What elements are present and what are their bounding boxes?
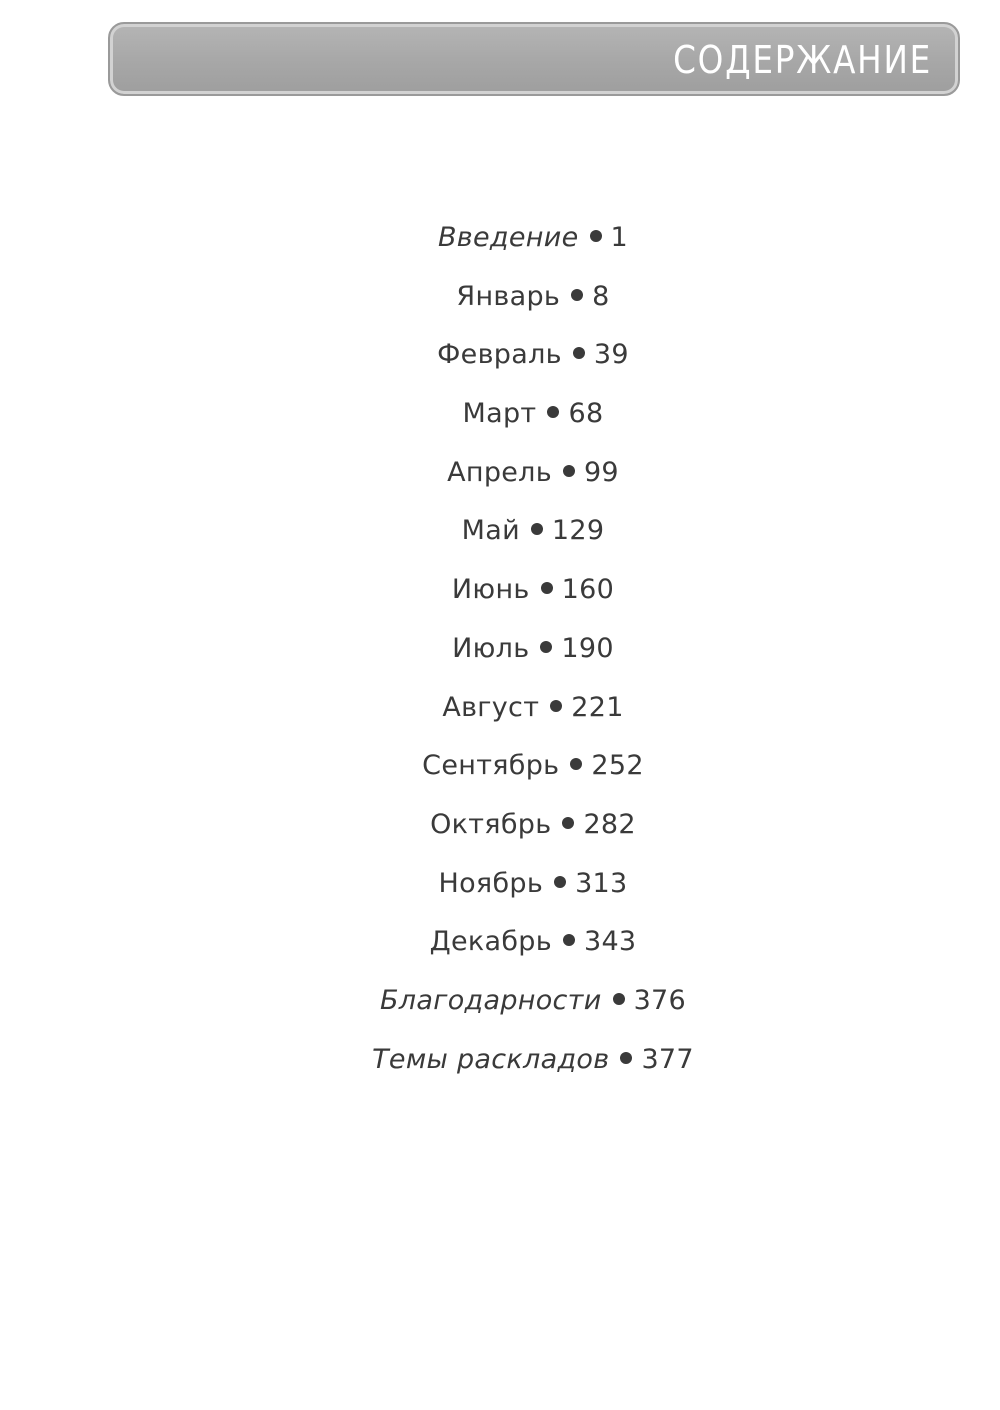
toc-entry-title: Январь (456, 280, 561, 312)
bullet-icon (541, 582, 553, 594)
bullet-icon (563, 934, 575, 946)
bullet-icon (570, 758, 582, 770)
toc-entry[interactable] (0, 277, 1000, 336)
toc-entry[interactable] (0, 511, 1000, 570)
bullet-icon (590, 230, 602, 242)
toc-entry[interactable] (0, 922, 1000, 981)
toc-entry-title: Февраль (437, 339, 562, 371)
toc-entry-title: Сентябрь (422, 750, 560, 782)
toc-entry-page: 99 (583, 456, 619, 488)
toc-entry-page: 313 (575, 867, 628, 899)
toc-entry-page: 343 (583, 926, 637, 958)
bullet-icon (531, 523, 543, 535)
bullet-icon (554, 876, 566, 888)
toc-entry-title: Благодарности (379, 984, 602, 1016)
toc-entry-title: Введение (437, 222, 579, 253)
bullet-icon (540, 641, 552, 653)
toc-entry-page: 221 (571, 691, 624, 723)
toc-entry[interactable] (0, 864, 1000, 923)
bullet-icon (571, 289, 583, 301)
toc-entry-page: 190 (561, 632, 614, 664)
toc-entry-page: 8 (592, 280, 610, 312)
toc-entry-page: 68 (568, 398, 604, 430)
toc-entry-title: Апрель (447, 456, 552, 488)
toc-entry[interactable] (0, 218, 1000, 277)
toc-entry[interactable] (0, 805, 1000, 864)
toc-entry-title: Октябрь (430, 808, 552, 840)
toc-entry[interactable] (0, 453, 1000, 512)
toc-entry-title: Март (462, 398, 537, 430)
toc-entry[interactable] (0, 335, 1000, 394)
toc-entry[interactable] (0, 746, 1000, 805)
toc-entry-title: Ноябрь (438, 867, 544, 899)
toc-entry[interactable] (0, 981, 1000, 1040)
bullet-icon (563, 465, 575, 477)
bullet-icon (613, 993, 625, 1005)
toc-entry-title: Декабрь (429, 926, 552, 958)
toc-entry-page: 376 (633, 984, 686, 1016)
toc-entry-page: 160 (561, 574, 615, 606)
toc-entry-title: Июнь (451, 574, 530, 606)
toc-entry-title: Темы раскладов (372, 1043, 610, 1075)
toc-entry-page: 39 (593, 339, 629, 371)
bullet-icon (573, 347, 585, 359)
toc-entry-title: Август (442, 691, 540, 723)
bullet-icon (550, 700, 562, 712)
toc-entry-page: 282 (583, 808, 636, 840)
bullet-icon (620, 1052, 632, 1064)
toc-entry[interactable] (0, 394, 1000, 453)
contents-header-bar (108, 22, 960, 96)
toc-entry-page: 377 (641, 1043, 694, 1075)
table-of-contents (0, 218, 1000, 1098)
toc-entry[interactable] (0, 688, 1000, 747)
toc-entry-page: 129 (551, 515, 605, 547)
page-title: СОДЕРЖАНИЕ (673, 38, 932, 82)
toc-entry[interactable] (0, 1040, 1000, 1099)
bullet-icon (547, 406, 559, 418)
toc-entry[interactable] (0, 629, 1000, 688)
bullet-icon (562, 817, 574, 829)
toc-entry-title: Июль (452, 632, 530, 664)
toc-entry-page: 1 (610, 222, 629, 253)
toc-entry[interactable] (0, 570, 1000, 629)
toc-entry-page: 252 (591, 750, 644, 782)
toc-entry-title: Май (461, 515, 520, 547)
